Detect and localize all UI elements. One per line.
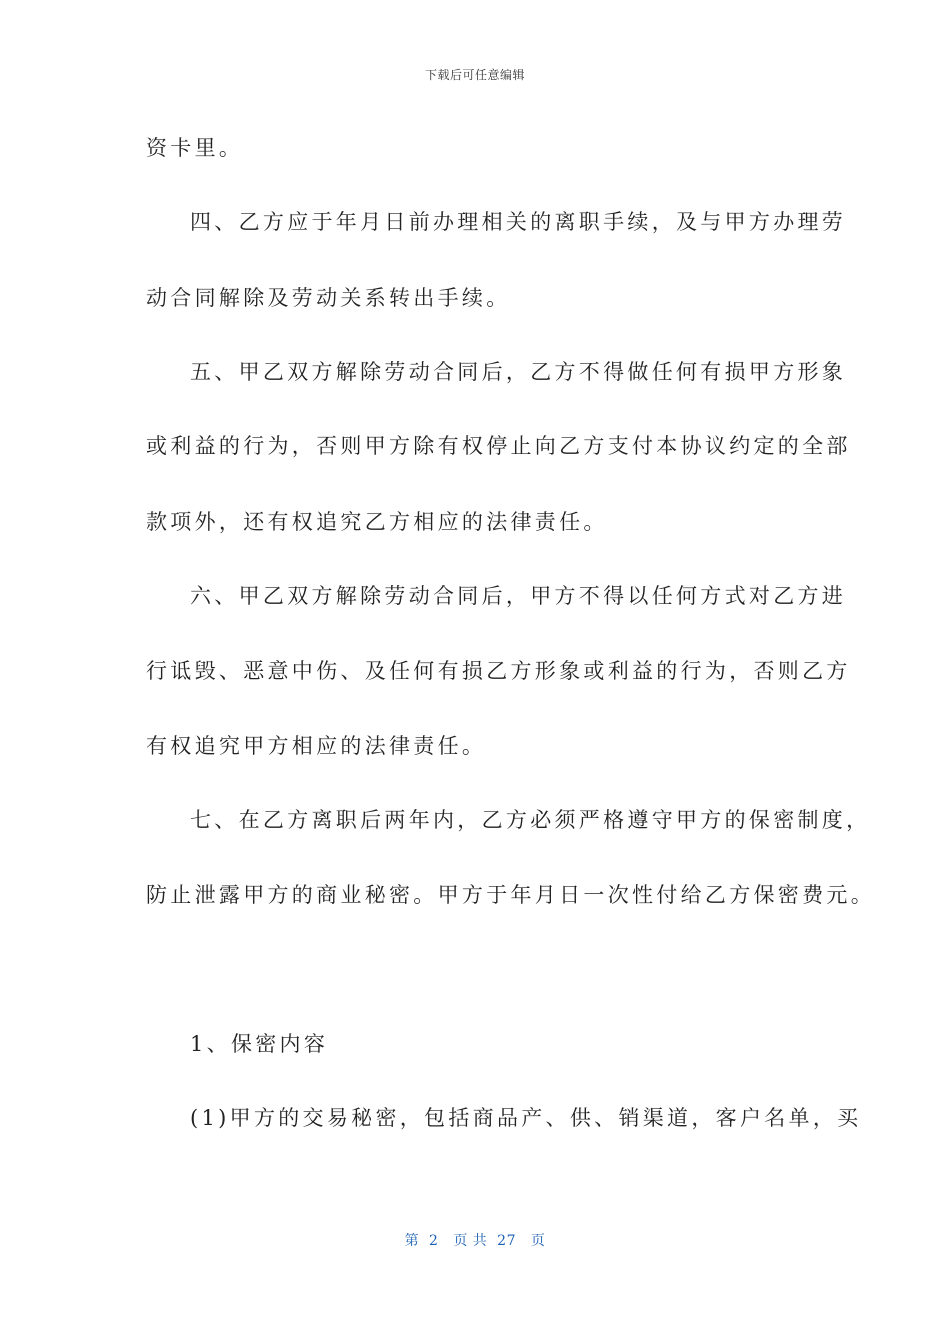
text-line: 或利益的行为，否则甲方除有权停止向乙方支付本协议约定的全部 bbox=[146, 434, 851, 458]
page-header: 下载后可任意编辑 bbox=[424, 68, 525, 82]
text-line: 有权追究甲方相应的法律责任。 bbox=[146, 734, 487, 758]
text-line: 四、乙方应于年月日前办理相关的离职手续，及与甲方办理劳 bbox=[190, 210, 847, 234]
text-line: 动合同解除及劳动关系转出手续。 bbox=[146, 286, 511, 310]
text-line: 防止泄露甲方的商业秘密。甲方于年月日一次性付给乙方保密费元。 bbox=[146, 883, 875, 907]
text-line: (1)甲方的交易秘密，包括商品产、供、销渠道，客户名单，买 bbox=[190, 1106, 862, 1130]
text-line: 款项外，还有权追究乙方相应的法律责任。 bbox=[146, 510, 608, 534]
text-line: 1、保密内容 bbox=[190, 1032, 329, 1056]
text-line: 行诋毁、恶意中伤、及任何有损乙方形象或利益的行为，否则乙方 bbox=[146, 659, 851, 683]
text-line: 六、甲乙双方解除劳动合同后，甲方不得以任何方式对乙方进 bbox=[190, 584, 847, 608]
text-line: 资卡里。 bbox=[146, 136, 244, 160]
page-footer: 第 2 页 共 27 页 bbox=[404, 1233, 546, 1249]
text-line: 五、甲乙双方解除劳动合同后，乙方不得做任何有损甲方形象 bbox=[190, 360, 847, 384]
text-line: 七、在乙方离职后两年内，乙方必须严格遵守甲方的保密制度， bbox=[190, 808, 871, 832]
